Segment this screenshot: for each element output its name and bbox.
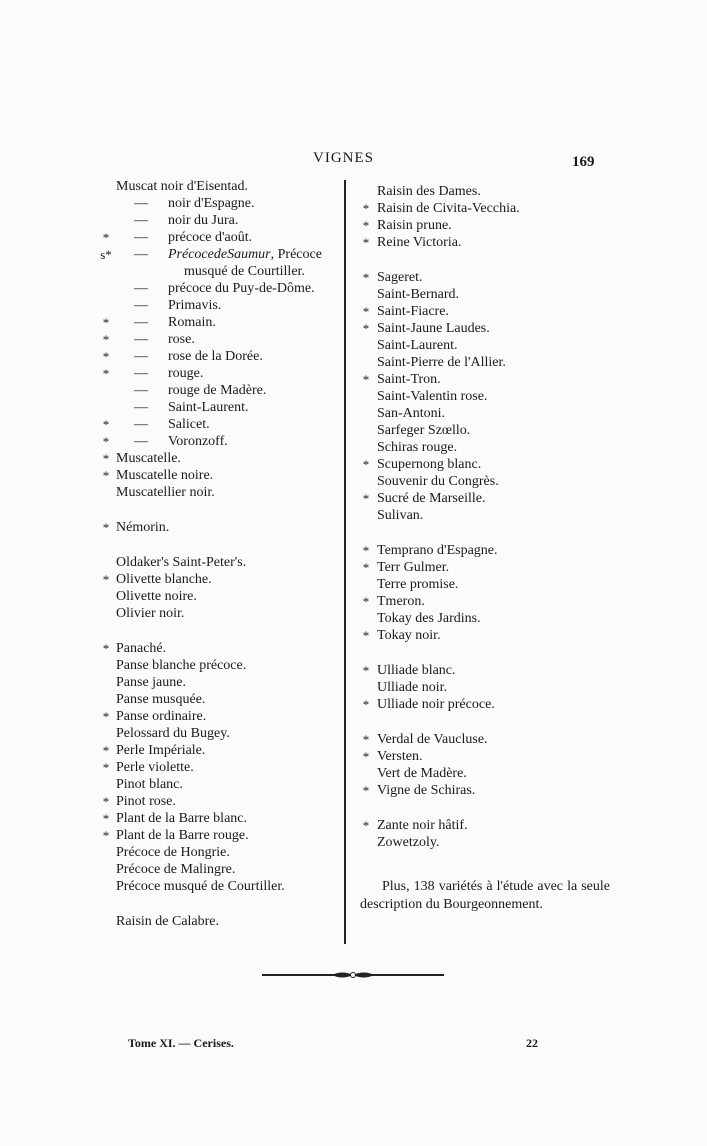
star-marker: * (362, 749, 370, 764)
list-item (100, 913, 340, 930)
star-marker: * (362, 304, 370, 319)
running-head: VIGNES (313, 150, 374, 166)
list-item (100, 810, 340, 827)
list-item (100, 229, 340, 246)
list-item (360, 782, 610, 799)
variety-subname: rose. (168, 332, 195, 347)
list-item (100, 450, 340, 467)
variety-subname: noir du Jura. (168, 213, 239, 228)
star-marker: * (362, 321, 370, 336)
variety-subname: Saint-Laurent. (168, 400, 249, 415)
list-item (100, 331, 340, 348)
star-marker: * (362, 628, 370, 643)
ditto-dash: — (134, 434, 148, 449)
variety-name: Saint-Laurent. (377, 338, 458, 353)
list-item (360, 542, 610, 559)
ditto-dash: — (134, 247, 148, 262)
variety-subname (168, 246, 322, 263)
list-item (360, 234, 610, 251)
list-item (360, 456, 610, 473)
variety-name: Pinot blanc. (116, 777, 183, 792)
blank-line (360, 251, 610, 269)
star-marker: * (362, 697, 370, 712)
list-item (100, 691, 340, 708)
list-item (360, 765, 610, 782)
variety-name: Plant de la Barre rouge. (116, 828, 249, 843)
list-item (360, 490, 610, 507)
list-item (100, 605, 340, 622)
page-number: 169 (572, 154, 595, 170)
star-marker: * (362, 270, 370, 285)
variety-subname-italic: PrécocedeSaumur (168, 247, 271, 262)
list-item (360, 662, 610, 679)
star-marker: * (362, 560, 370, 575)
variety-name: Saint-Tron. (377, 372, 441, 387)
list-item (360, 696, 610, 713)
variety-name: Tokay des Jardins. (377, 611, 481, 626)
variety-subname: noir d'Espagne. (168, 196, 255, 211)
list-item (100, 725, 340, 742)
variety-name: Némorin. (116, 520, 170, 535)
star-marker: * (102, 794, 110, 809)
list-item (100, 416, 340, 433)
column-divider (344, 180, 346, 944)
list-item (360, 559, 610, 576)
star-marker: * (102, 451, 110, 466)
variety-name: Versten. (377, 749, 423, 764)
star-marker: * (362, 783, 370, 798)
variety-name: Ulliade blanc. (377, 663, 456, 678)
variety-name: Perle violette. (116, 760, 194, 775)
variety-name: Sarfeger Szœllo. (377, 423, 471, 438)
list-item (360, 320, 610, 337)
list-item (100, 878, 340, 895)
variety-name: Schiras rouge. (377, 440, 458, 455)
list-item (100, 519, 340, 536)
list-item (360, 337, 610, 354)
variety-name: Précoce de Malingre. (116, 862, 236, 877)
star-marker: * (362, 235, 370, 250)
list-item (100, 657, 340, 674)
variety-name: Plant de la Barre blanc. (116, 811, 248, 826)
closing-note: Plus, 138 variétés à l'étude avec la seule description du Bourgeonnement. (360, 879, 610, 912)
variety-name: Raisin prune. (377, 218, 452, 233)
variety-name: Sulivan. (377, 508, 424, 523)
blank-line (360, 713, 610, 731)
star-marker: * (102, 743, 110, 758)
variety-name: Sucré de Marseille. (377, 491, 486, 506)
ditto-dash: — (134, 366, 148, 381)
variety-name: Reine Victoria. (377, 235, 462, 250)
list-item (360, 405, 610, 422)
variety-name: Muscatelle. (116, 451, 181, 466)
star-marker: * (102, 315, 110, 330)
blank-line (360, 799, 610, 817)
variety-name: Panse jaune. (116, 675, 186, 690)
list-item (100, 674, 340, 691)
ornament-rule (262, 968, 444, 982)
ditto-dash: — (134, 315, 148, 330)
list-item (360, 748, 610, 765)
variety-name: Précoce musqué de Courtiller. (116, 879, 285, 894)
blank-line (100, 622, 340, 640)
ditto-dash: — (134, 298, 148, 313)
right-column (360, 183, 610, 851)
variety-name: Muscat noir d'Eisentad. (116, 179, 248, 194)
list-item (360, 507, 610, 524)
variety-name: Zowetzoly. (377, 835, 440, 850)
star-marker: * (102, 417, 110, 432)
variety-name: Vigne de Schiras. (377, 783, 476, 798)
variety-name: Pinot rose. (116, 794, 176, 809)
variety-name: Terre promise. (377, 577, 459, 592)
list-item (360, 834, 610, 851)
star-marker: * (102, 828, 110, 843)
variety-subname: précoce d'août. (168, 230, 253, 245)
variety-subname-rest: , Précoce (270, 247, 322, 262)
variety-subname: rouge. (168, 366, 204, 381)
variety-name: Saint-Valentin rose. (377, 389, 488, 404)
list-item (360, 303, 610, 320)
list-item (100, 314, 340, 331)
ditto-dash: — (134, 281, 148, 296)
variety-name: Ulliade noir précoce. (377, 697, 495, 712)
variety-name: Olivette blanche. (116, 572, 212, 587)
list-item (360, 627, 610, 644)
star-marker: * (102, 230, 110, 245)
ditto-dash: — (134, 230, 148, 245)
list-item (360, 731, 610, 748)
list-item (360, 422, 610, 439)
blank-line (100, 501, 340, 519)
variety-name: Zante noir hâtif. (377, 818, 468, 833)
list-item (100, 759, 340, 776)
list-item (100, 861, 340, 878)
list-item (360, 183, 610, 200)
star-marker: * (102, 709, 110, 724)
list-item (360, 576, 610, 593)
list-item (360, 217, 610, 234)
variety-subname: Romain. (168, 315, 216, 330)
list-item (360, 473, 610, 490)
star-marker: * (362, 201, 370, 216)
star-marker: * (362, 457, 370, 472)
star-marker: * (362, 663, 370, 678)
star-marker: * (102, 468, 110, 483)
list-item (100, 365, 340, 382)
list-item (100, 571, 340, 588)
variety-name: San-Antoni. (377, 406, 446, 421)
star-marker: * (102, 332, 110, 347)
variety-continuation: musqué de Courtiller. (184, 264, 305, 279)
variety-name: Sageret. (377, 270, 423, 285)
variety-subname: précoce du Puy-de-Dôme. (168, 281, 315, 296)
variety-name: Panse ordinaire. (116, 709, 207, 724)
variety-name: Perle Impériale. (116, 743, 206, 758)
list-item (100, 776, 340, 793)
variety-name: Raisin de Civita-Vecchia. (377, 201, 520, 216)
variety-name: Olivier noir. (116, 606, 185, 621)
list-item (100, 280, 340, 297)
variety-name: Saint-Pierre de l'Allier. (377, 355, 506, 370)
star-marker: * (102, 760, 110, 775)
variety-name: Verdal de Vaucluse. (377, 732, 488, 747)
blank-line (360, 524, 610, 542)
list-item (100, 554, 340, 571)
ditto-dash: — (134, 400, 148, 415)
list-item (360, 817, 610, 834)
list-item (360, 610, 610, 627)
variety-name: Tokay noir. (377, 628, 441, 643)
variety-name: Saint-Jaune Laudes. (377, 321, 490, 336)
list-item (100, 297, 340, 314)
list-item (100, 382, 340, 399)
footer-volume: Tome XI. — Cerises. (128, 1036, 234, 1050)
list-item (360, 371, 610, 388)
star-marker: * (102, 520, 110, 535)
star-marker: * (102, 572, 110, 587)
variety-name: Pelossard du Bugey. (116, 726, 230, 741)
list-item (360, 286, 610, 303)
left-column (100, 178, 340, 930)
variety-subname: Primavis. (168, 298, 222, 313)
variety-name: Vert de Madère. (377, 766, 467, 781)
ditto-dash: — (134, 213, 148, 228)
variety-subname: rouge de Madère. (168, 383, 267, 398)
star-marker: * (362, 732, 370, 747)
variety-name: Muscatelle noire. (116, 468, 214, 483)
list-item (100, 195, 340, 212)
ditto-dash: — (134, 332, 148, 347)
ditto-dash: — (134, 417, 148, 432)
variety-name: Temprano d'Espagne. (377, 543, 498, 558)
star-marker: * (362, 818, 370, 833)
list-item (360, 200, 610, 217)
list-item (360, 439, 610, 456)
list-item (100, 742, 340, 759)
list-item (100, 246, 340, 263)
list-item (100, 484, 340, 501)
list-item (100, 708, 340, 725)
variety-name: Raisin des Dames. (377, 184, 481, 199)
variety-name: Saint-Fiacre. (377, 304, 449, 319)
variety-name: Panse musquée. (116, 692, 206, 707)
star-marker: * (362, 543, 370, 558)
variety-name: Raisin de Calabre. (116, 914, 220, 929)
ditto-dash: — (134, 349, 148, 364)
variety-name: Scupernong blanc. (377, 457, 482, 472)
star-marker: * (362, 218, 370, 233)
list-item (100, 588, 340, 605)
list-item (100, 640, 340, 657)
variety-subname: Voronzoff. (168, 434, 228, 449)
variety-name: Précoce de Hongrie. (116, 845, 230, 860)
variety-name: Souvenir du Congrès. (377, 474, 499, 489)
list-item (100, 399, 340, 416)
list-item (100, 433, 340, 450)
list-item (100, 263, 340, 280)
star-marker: * (102, 349, 110, 364)
variety-subname: Salicet. (168, 417, 210, 432)
variety-name: Muscatellier noir. (116, 485, 215, 500)
star-marker: * (362, 372, 370, 387)
variety-name: Panaché. (116, 641, 167, 656)
variety-name: Saint-Bernard. (377, 287, 460, 302)
list-item (100, 348, 340, 365)
variety-name: Oldaker's Saint-Peter's. (116, 555, 247, 570)
list-item (100, 178, 340, 195)
variety-name: Ulliade noir. (377, 680, 447, 695)
blank-line (360, 644, 610, 662)
star-marker: * (362, 594, 370, 609)
list-item (360, 269, 610, 286)
ditto-dash: — (134, 196, 148, 211)
list-item (100, 844, 340, 861)
star-marker: * (102, 434, 110, 449)
variety-name: Panse blanche précoce. (116, 658, 247, 673)
list-item (360, 388, 610, 405)
variety-name: Tmeron. (377, 594, 425, 609)
list-item (100, 827, 340, 844)
star-marker: * (362, 491, 370, 506)
list-item (100, 212, 340, 229)
list-item (360, 354, 610, 371)
list-item (100, 467, 340, 484)
footer-signature: 22 (526, 1036, 538, 1050)
list-item (360, 593, 610, 610)
list-item (360, 679, 610, 696)
list-item (100, 793, 340, 810)
star-marker: * (102, 366, 110, 381)
variety-name: Olivette noire. (116, 589, 197, 604)
ditto-dash: — (134, 383, 148, 398)
star-marker: * (102, 811, 110, 826)
blank-line (100, 536, 340, 554)
blank-line (100, 895, 340, 913)
star-marker: * (102, 641, 110, 656)
star-marker: s* (100, 247, 112, 262)
variety-name: Terr Gulmer. (377, 560, 450, 575)
variety-subname: rose de la Dorée. (168, 349, 263, 364)
